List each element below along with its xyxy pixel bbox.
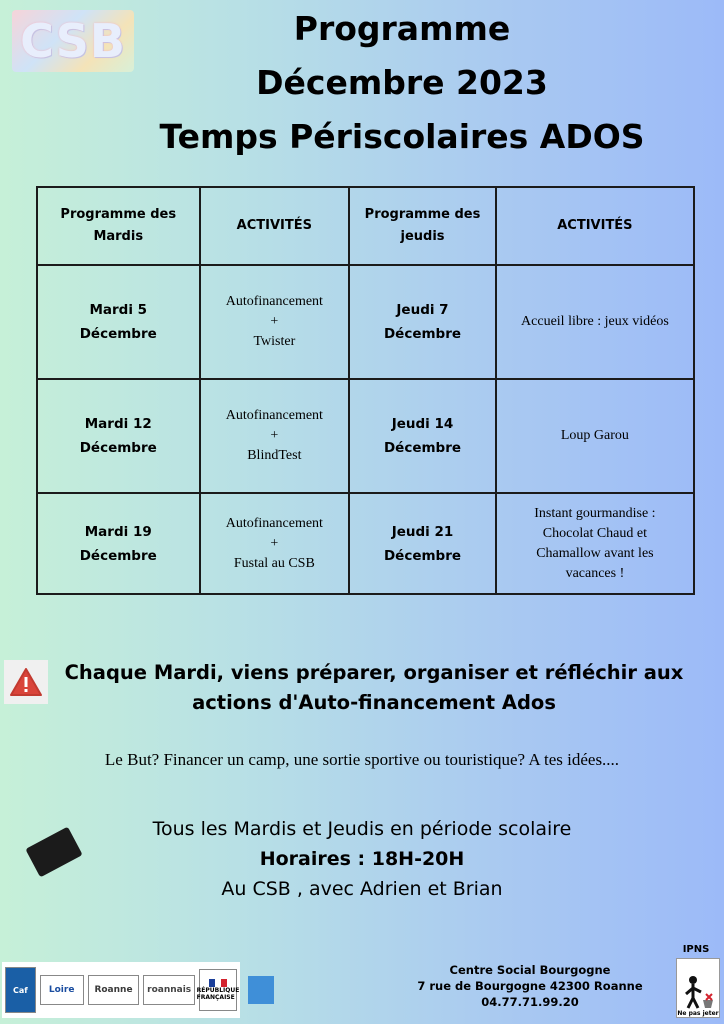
schedule-place: Au CSB , avec Adrien et Brian: [221, 878, 503, 900]
table-row: [37, 265, 694, 379]
thursday-activity-cell: Instant gourmandise : Chocolat Chaud et Chamallow avant les vacances !: [496, 493, 694, 594]
table-row: [37, 493, 694, 594]
caf-logo: Caf: [5, 967, 36, 1013]
ipns-caption: Ne pas jeter: [677, 1010, 719, 1017]
header-thursday-program: Programme des jeudis: [349, 187, 496, 265]
republique-francaise-logo: RÉPUBLIQUE FRANÇAISE: [199, 969, 237, 1011]
tuesday-activity-cell: Autofinancement + Twister: [200, 265, 350, 379]
tuesday-date-cell: Mardi 19 Décembre: [37, 493, 200, 594]
footer-phone: 04.77.71.99.20: [481, 995, 579, 1009]
ipns-label: IPNS: [682, 944, 710, 955]
page-title: [80, 2, 724, 164]
table-row: [37, 379, 694, 493]
schedule-block: [0, 814, 724, 904]
footer-name: Centre Social Bourgogne: [449, 963, 611, 977]
tuesday-activity-cell: Autofinancement + Fustal au CSB: [200, 493, 350, 594]
tuesday-activity-cell: Autofinancement + BlindTest: [200, 379, 350, 493]
header-tuesday-program: Programme des Mardis: [37, 187, 200, 265]
footer-address: 7 rue de Bourgogne 42300 Roanne: [417, 979, 643, 993]
thursday-activity-cell: Accueil libre : jeux vidéos: [496, 265, 694, 379]
thursday-activity-cell: Loup Garou: [496, 379, 694, 493]
tuesday-date-cell: Mardi 5 Décembre: [37, 265, 200, 379]
schedule-days: Tous les Mardis et Jeudis en période scolaire: [152, 818, 572, 840]
schedule-hours: Horaires : 18H-20H: [259, 848, 465, 870]
header-activities-tuesday: ACTIVITÉS: [200, 187, 350, 265]
title-line-3: Temps Périscolaires ADOS: [159, 117, 645, 156]
do-not-litter-icon: [676, 958, 720, 1018]
footer-contact: [380, 962, 680, 1010]
self-financing-message: Chaque Mardi, viens préparer, organiser et réfléchir aux actions d'Auto-financement Ados: [64, 661, 684, 714]
roanne-logo: Roanne: [88, 975, 140, 1005]
tuesday-date-cell: Mardi 12 Décembre: [37, 379, 200, 493]
roannais-logo: roannais: [143, 975, 195, 1005]
header-activities-thursday: ACTIVITÉS: [496, 187, 694, 265]
thursday-date-cell: Jeudi 7 Décembre: [349, 265, 496, 379]
blue-partner-logo: [248, 976, 274, 1004]
program-table: [36, 186, 695, 595]
warning-icon: [4, 660, 48, 704]
csb-logo: CSB: [12, 10, 134, 72]
partner-logos: [2, 962, 240, 1018]
thursday-date-cell: Jeudi 14 Décembre: [349, 379, 496, 493]
loire-logo: Loire: [40, 975, 84, 1005]
title-line-1: Programme: [293, 9, 511, 48]
goal-text: Le But? Financer un camp, une sortie sportive ou touristique? A tes idées....: [104, 750, 620, 769]
table-header-row: [37, 187, 694, 265]
title-line-2: Décembre 2023: [256, 63, 548, 102]
thursday-date-cell: Jeudi 21 Décembre: [349, 493, 496, 594]
